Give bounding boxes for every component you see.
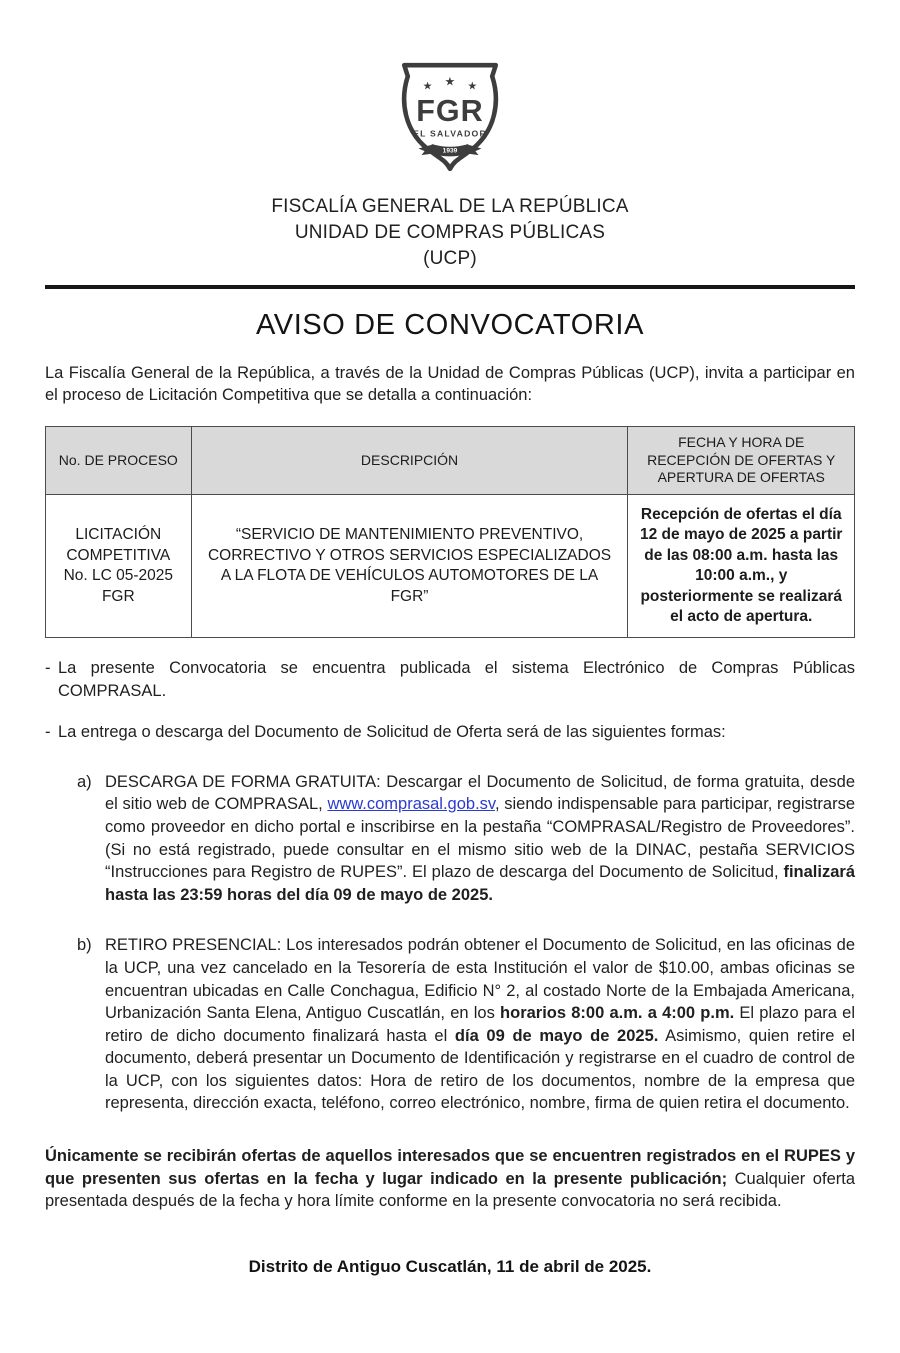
text-segment: finalizará hasta las 23:59 horas del día 09 de mayo de 2025. bbox=[105, 863, 855, 904]
fgr-logo bbox=[45, 0, 855, 176]
page-title: AVISO DE CONVOCATORIA bbox=[255, 309, 645, 341]
text-segment: El plazo para el retiro de dicho documento finalizará hasta el bbox=[105, 1004, 855, 1045]
logo-country: EL SALVADOR bbox=[413, 128, 487, 139]
table-row bbox=[46, 494, 855, 638]
item-retiro-presencial bbox=[45, 934, 855, 1115]
item-descarga-gratuita bbox=[45, 771, 855, 907]
header-divider bbox=[45, 285, 855, 289]
bullet-text: La entrega o descarga del Documento de Solicitud de Oferta será de las siguientes formas: bbox=[58, 722, 726, 741]
col-header-proceso: No. DE PROCESO bbox=[46, 427, 192, 495]
star-icon: ★ bbox=[422, 80, 433, 93]
item-marker: a) bbox=[77, 772, 92, 791]
logo-acronym: FGR bbox=[416, 94, 484, 129]
star-icon: ★ bbox=[444, 74, 456, 89]
bullet-entrega bbox=[45, 721, 855, 743]
item-text bbox=[105, 771, 855, 907]
fgr-shield-icon bbox=[389, 56, 511, 176]
comprasal-link[interactable]: www.comprasal.gob.sv bbox=[327, 795, 495, 814]
item-text bbox=[105, 934, 855, 1115]
cell-fecha: Recepción de ofertas el día 12 de mayo de 2025 a partir de las 08:00 a.m. hasta las 10:00 a.m., y posteriormente se realizará el acto de apertura. bbox=[628, 494, 855, 638]
text-segment: RETIRO PRESENCIAL: Los interesados podrán obtener el Documento de Solicitud, en las oficinas de la UCP, una vez cancelado en la Tesorería de esta Institución el valor de $10.00, ambas oficinas se encuentran ubicadas en Calle Conchagua, Edificio N° 2, al costado Norte de la Embajada Americana, Urbanización Santa Elena, Antiguo Cuscatlán, en los bbox=[105, 936, 855, 1023]
cell-descripcion: “SERVICIO DE MANTENIMIENTO PREVENTIVO, CORRECTIVO Y OTROS SERVICIOS ESPECIALIZADOS A LA FLOTA DE VEHÍCULOS AUTOMOTORES DE LA FGR” bbox=[191, 494, 628, 638]
institution-name: FISCALÍA GENERAL DE LA REPÚBLICA bbox=[271, 196, 629, 217]
text-segment: Cualquier oferta presentada después de la fecha y hora límite conforme en la presente convocatoria no será recibida. bbox=[45, 1169, 855, 1211]
letterhead bbox=[45, 194, 855, 272]
closing-paragraph bbox=[45, 1145, 855, 1213]
text-segment: Asimismo, quien retire el documento, deberá presentar un Documento de Identificación y registrarse en el cuadro de control de la UCP, con los siguientes datos: Hora de retiro de los documentos, nombre de la empresa que representa, dirección exacta, teléfono, correo electrónico, nombre, firma de quien retira el documento. bbox=[105, 1026, 855, 1113]
text-segment: día 09 de mayo de 2025. bbox=[454, 1026, 659, 1045]
star-icon: ★ bbox=[467, 80, 478, 93]
bullet-marker: - bbox=[45, 722, 51, 741]
date-line: Distrito de Antiguo Cuscatlán, 11 de abril de 2025. bbox=[248, 1256, 652, 1276]
bullet-comprasal bbox=[45, 657, 855, 701]
unit-acronym: (UCP) bbox=[423, 248, 477, 269]
logo-year: 1939 bbox=[442, 147, 458, 155]
bullet-marker: - bbox=[45, 659, 51, 678]
col-header-fecha: FECHA Y HORA DE RECEPCIÓN DE OFERTAS Y APERTURA DE OFERTAS bbox=[628, 427, 855, 495]
bullet-text: La presente Convocatoria se encuentra publicada el sistema Electrónico de Compras Públicas COMPRASAL. bbox=[58, 659, 855, 700]
text-segment: , siendo indispensable para participar, registrarse como proveedor en dicho portal e inscribirse en la pestaña “COMPRASAL/Registro de Proveedores”. (Si no está registrado, puede consultar en el mismo sitio web de la DINAC, pestaña SERVICIOS “Instrucciones para Registro de RUPES”. El plazo de descarga del Documento de Solicitud, bbox=[105, 795, 855, 882]
col-header-descripcion: DESCRIPCIÓN bbox=[191, 427, 628, 495]
intro-paragraph: La Fiscalía General de la República, a través de la Unidad de Compras Públicas (UCP), invita a participar en el proceso de Licitación Competitiva que se detalla a continuación: bbox=[45, 364, 855, 405]
text-segment: DESCARGA DE FORMA GRATUITA: Descargar el Documento de Solicitud, de forma gratuita, desde el sitio web de COMPRASAL, bbox=[105, 772, 855, 814]
text-segment: Únicamente se recibirán ofertas de aquellos interesados que se encuentren registrados en el RUPES y que presenten sus ofertas en la fecha y lugar indicado en la presente publicación; bbox=[45, 1147, 855, 1188]
cell-proceso: LICITACIÓN COMPETITIVA No. LC 05-2025 FGR bbox=[46, 494, 192, 638]
process-table bbox=[45, 426, 855, 638]
unit-name: UNIDAD DE COMPRAS PÚBLICAS bbox=[294, 222, 606, 243]
item-marker: b) bbox=[77, 936, 92, 955]
text-segment: horarios 8:00 a.m. a 4:00 p.m. bbox=[500, 1004, 735, 1023]
table-header-row bbox=[46, 427, 855, 495]
